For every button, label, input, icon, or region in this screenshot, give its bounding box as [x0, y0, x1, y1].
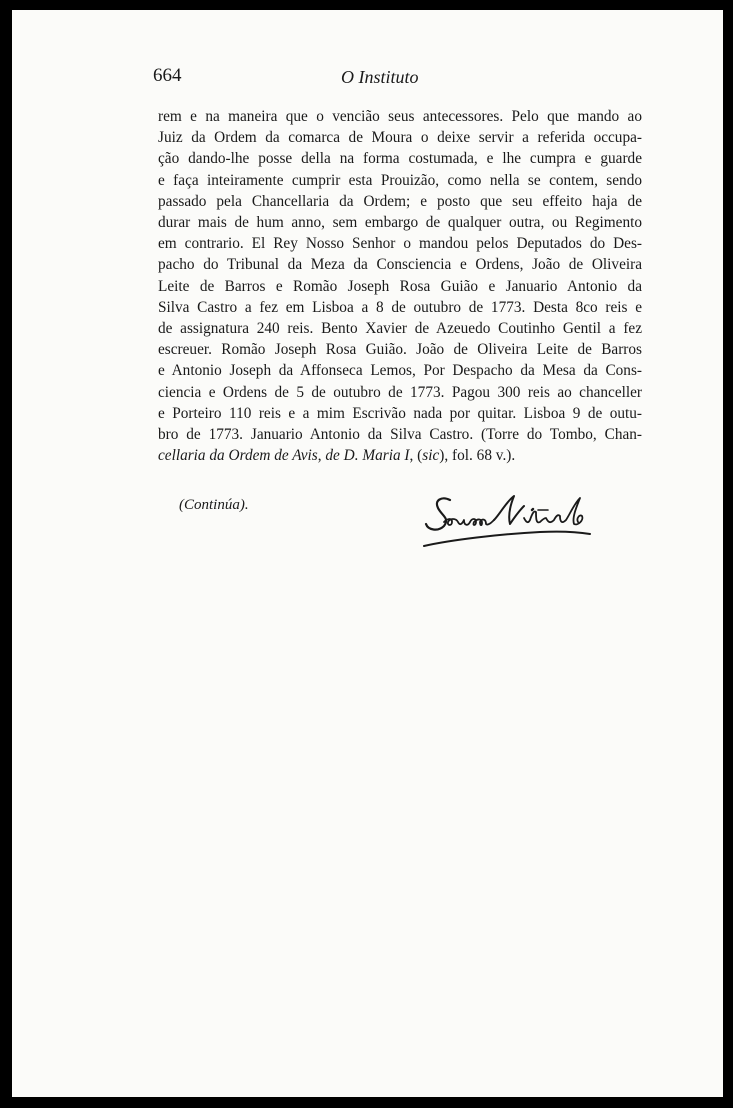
citation-sic: sic: [422, 447, 440, 465]
citation-reign: de D. Maria I: [325, 447, 410, 465]
text-line: ção dando-lhe posse della na forma costumada, e lhe cumpra e guarde: [158, 150, 642, 168]
citation-title: cellaria da Ordem de Avis: [158, 447, 318, 465]
text-line: Leite de Barros e Romão Joseph Rosa Guião e Januario Antonio da: [158, 277, 642, 295]
text-line: em contrario. El Rey Nosso Senhor o mandou pelos Deputados do Des-: [158, 235, 642, 253]
running-title: O Instituto: [341, 67, 419, 87]
citation-sep: ,: [317, 447, 326, 465]
text-line-final: [158, 445, 642, 466]
text-line: de assignatura 240 reis. Bento Xavier de Azeuedo Coutinho Gentil a fez: [158, 320, 642, 338]
text-line: e faça inteiramente cumprir esta Prouizão, como nella se contem, sendo: [158, 171, 642, 189]
text-line: pacho do Tribunal da Meza da Consciencia e Ordens, João de Oliveira: [158, 256, 642, 274]
continua-note: (Continúa).: [179, 497, 249, 513]
text-line: durar mais de hum anno, sem embargo de qualquer outra, ou Regimento: [158, 214, 642, 232]
text-line: e Porteiro 110 reis e a mim Escrivão nada por quitar. Lisboa 9 de outu-: [158, 404, 642, 422]
document-page: [12, 10, 723, 1097]
body-paragraph: [158, 106, 642, 466]
citation-folio: ), fol. 68 v.).: [439, 447, 516, 465]
text-line: Juiz da Ordem da comarca de Moura o deixe servir a referida occupa-: [158, 129, 642, 147]
text-line: bro de 1773. Januario Antonio da Silva Castro. (Torre do Tombo, Chan-: [158, 426, 642, 444]
text-line: escreuer. Romão Joseph Rosa Guião. João de Oliveira Leite de Barros: [158, 341, 642, 359]
page-header: [153, 65, 643, 95]
text-line: Silva Castro a fez em Lisboa a 8 de outubro de 1773. Desta 8co reis e: [158, 298, 642, 316]
text-line: e Antonio Joseph da Affonseca Lemos, Por Despacho da Mesa da Cons-: [158, 362, 642, 380]
text-line: ciencia e Ordens de 5 de outubro de 1773. Pagou 300 reis ao chanceller: [158, 383, 642, 401]
citation-sep: , (: [409, 447, 423, 465]
text-line: passado pela Chancellaria da Ordem; e posto que seu effeito haja de: [158, 192, 642, 210]
page-number: 664: [153, 65, 182, 86]
text-line: rem e na maneira que o vencião seus antecessores. Pelo que mando ao: [158, 108, 642, 125]
signature-icon: [420, 488, 595, 558]
